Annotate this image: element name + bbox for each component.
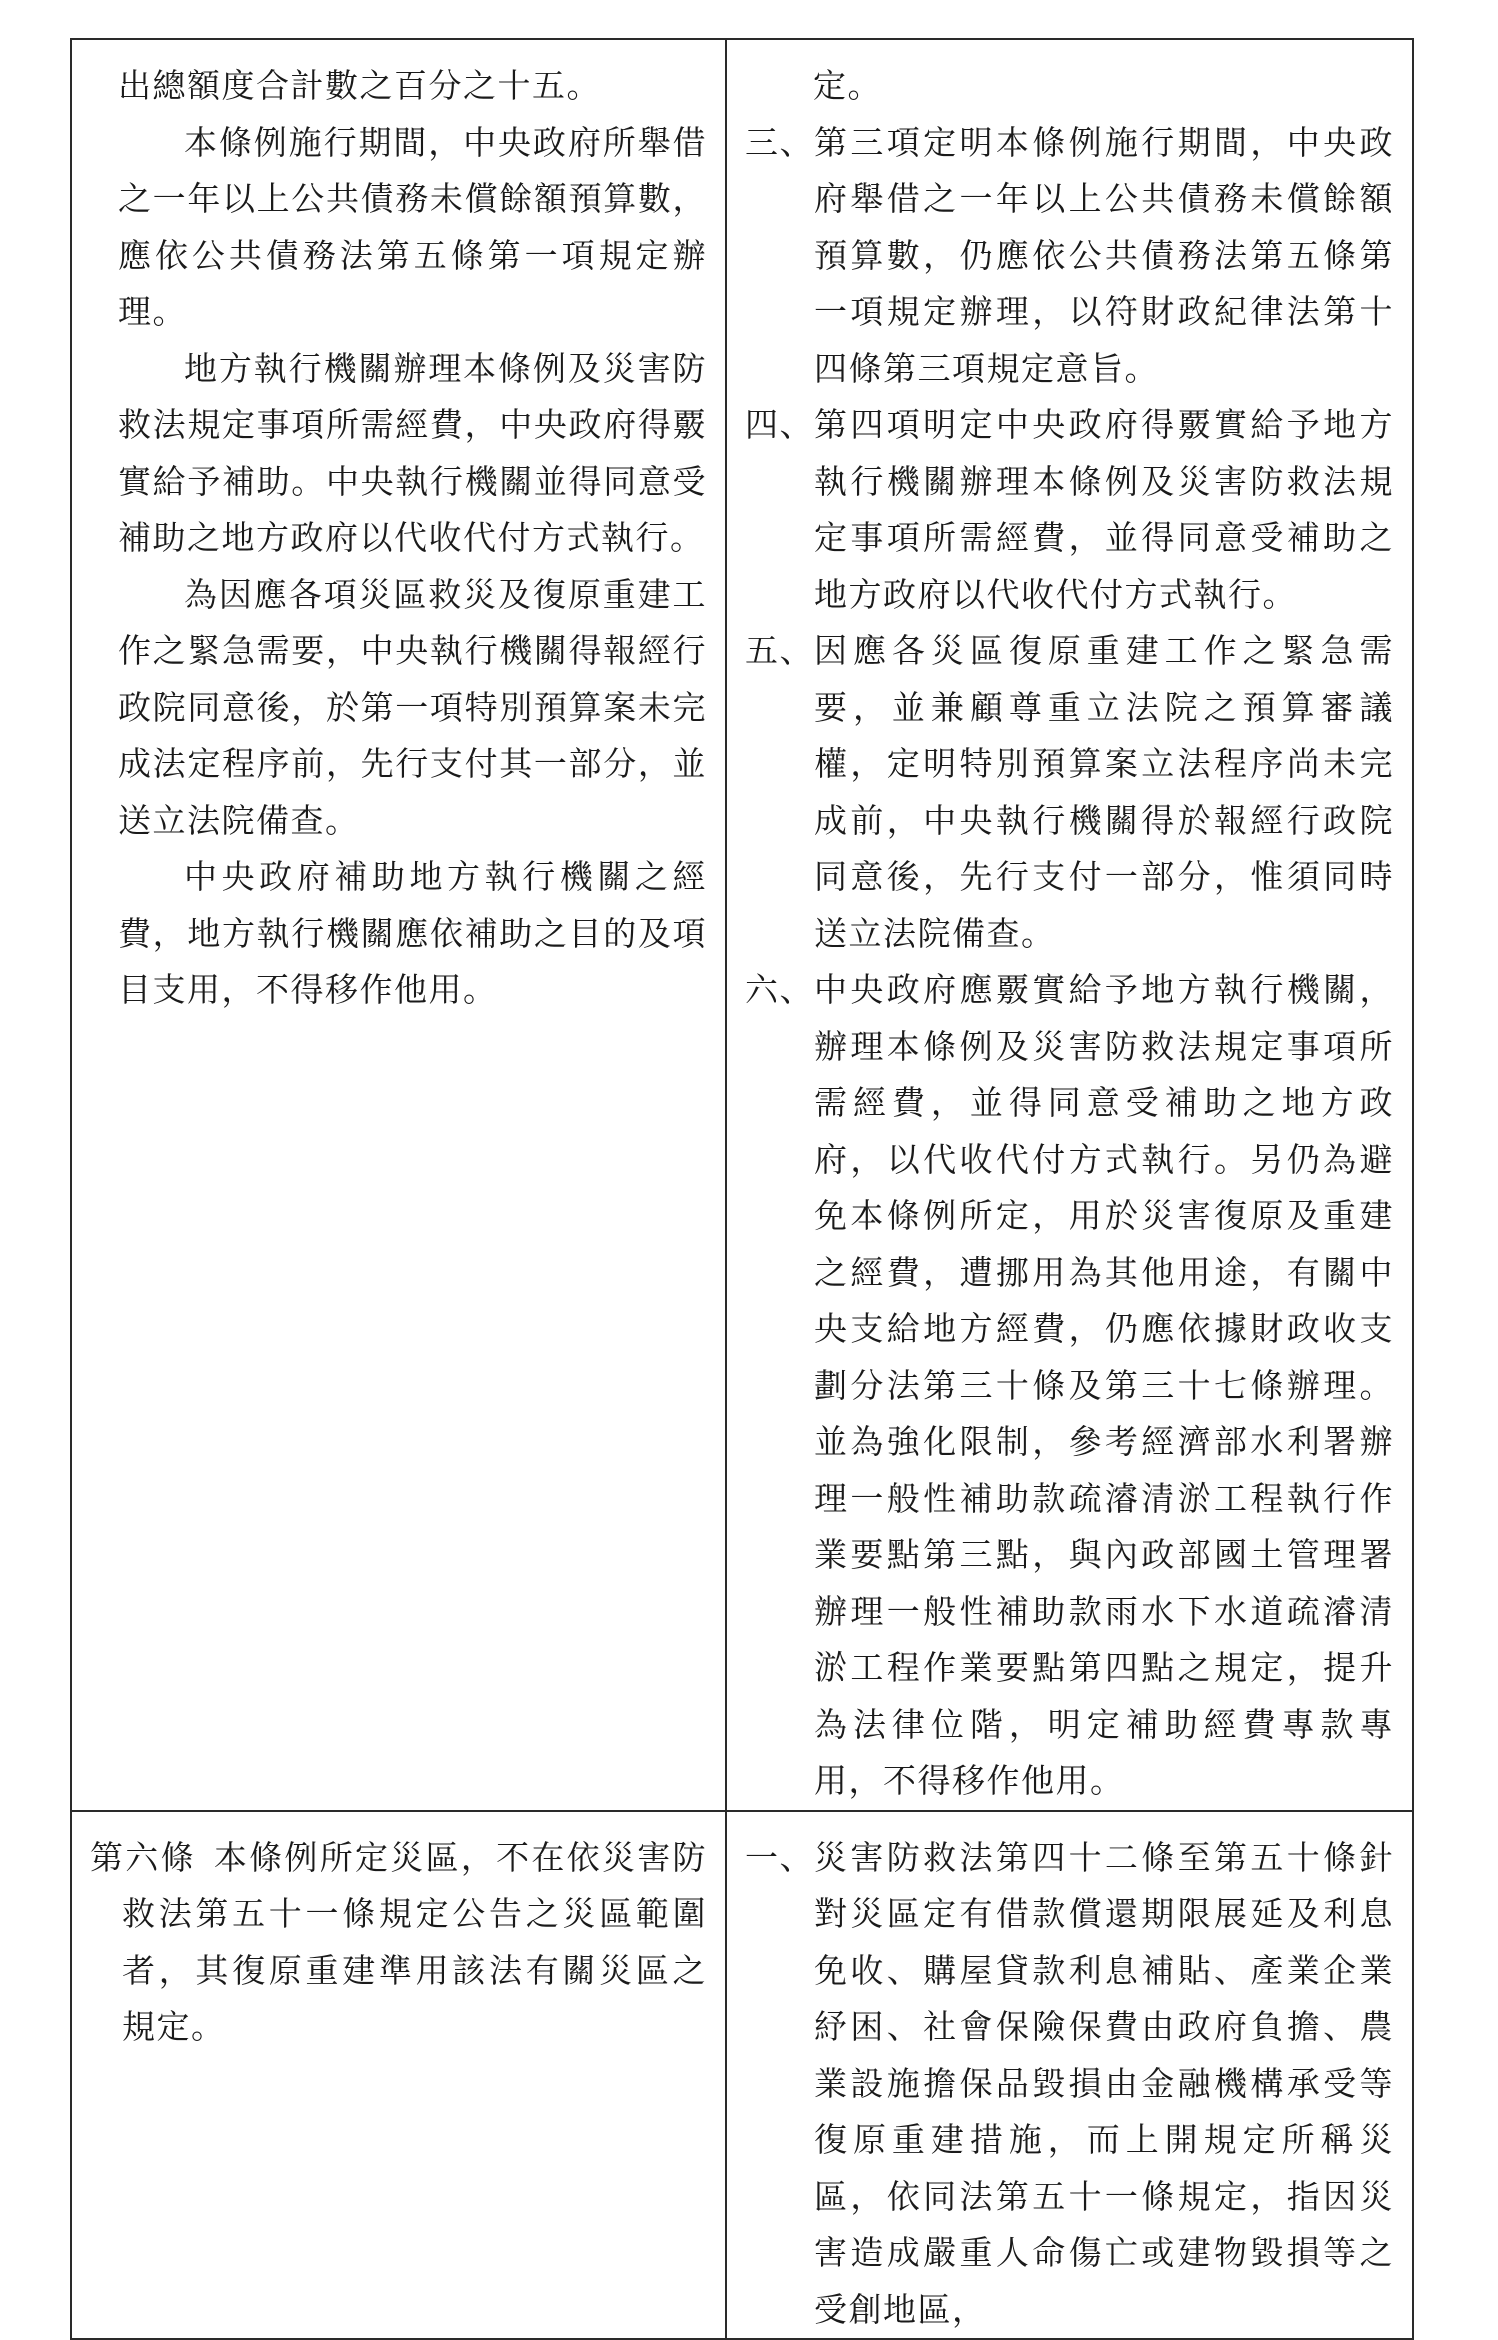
item-number: 四、 — [745, 405, 814, 444]
item-number: 三、 — [745, 122, 814, 162]
provision-text-cell — [71, 1811, 726, 2340]
item-text: 第四項明定中央政府得覈實給予地方執行機關辦理本條例及災害防救法規定事項所需經費，並得同意受補助之地方政府以代收代付方式執行。 — [814, 405, 1394, 614]
explanation-item — [745, 1830, 1394, 2339]
table-row — [71, 39, 1413, 1811]
item-number: 六、 — [745, 970, 814, 1009]
item-text: 中央政府應覈實給予地方執行機關，辦理本條例及災害防救法規定事項所需經費，並得同意受補助之地方政府，以代收代付方式執行。另仍為避免本條例所定，用於災害復原及重建之經費，遭挪用為其他用途，有關中央支給地方經費，仍應依據財政收支劃分法第三十條及第三十七條辦理。並為強化限制，參考經濟部水利署辦理一般性補助款疏濬清淤工程執行作業要點第三點，與內政部國土管理署辦理一般性補助款雨水下水道疏濬清淤工程作業要點第四點之規定，提升為法律位階，明定補助經費專款專用，不得移作他用。 — [814, 970, 1394, 1800]
explanation-item — [745, 623, 1394, 962]
explanation-cell — [726, 1811, 1413, 2340]
comparison-table — [70, 38, 1414, 2340]
item-text: 第三項定明本條例施行期間，中央政府舉借之一年以上公共債務未償餘額預算數，仍應依公共債務法第五條第一項規定辦理，以符財政紀律法第十四條第三項規定意旨。 — [814, 122, 1394, 388]
explanation-item — [745, 115, 1394, 398]
paragraph-emergency-payment: 為因應各項災區救災及復原重建工作之緊急需要，中央執行機關得報經行政院同意後，於第一項特別預算案未完成法定程序前，先行支付其一部分，並送立法院備查。 — [118, 574, 707, 840]
explanation-item — [745, 397, 1394, 623]
item-text: 因應各災區復原重建工作之緊急需要，並兼顧尊重立法院之預算審議權，定明特別預算案立法程序尚未完成前，中央執行機關得於報經行政院同意後，先行支付一部分，惟須同時送立法院備查。 — [814, 631, 1394, 953]
explanation-item — [745, 962, 1394, 1810]
table-row — [71, 1811, 1413, 2340]
article-label: 第六條 — [90, 1837, 196, 1877]
paragraph-earmarked-use: 中央政府補助地方執行機關之經費，地方執行機關應依補助之目的及項目支用，不得移作他用。 — [118, 857, 707, 1009]
article-text: 本條例所定災區，不在依災害防救法第五十一條規定公告之災區範圍者，其復原重建準用該法有關災區之規定。 — [122, 1837, 707, 2046]
paragraph-public-debt: 本條例施行期間，中央政府所舉借之一年以上公共債務未償餘額預算數，應依公共債務法第五條第一項規定辦理。 — [118, 122, 707, 331]
item-number: 一、 — [745, 1837, 814, 1877]
article-six — [90, 1830, 707, 2056]
paragraph-local-subsidy: 地方執行機關辦理本條例及災害防救法規定事項所需經費，中央政府得覈實給予補助。中央執行機關並得同意受補助之地方政府以代收代付方式執行。 — [118, 348, 707, 557]
explanation-cell — [726, 39, 1413, 1811]
item-text: 災害防救法第四十二條至第五十條針對災區定有借款償還期限展延及利息免收、購屋貸款利息補貼、產業企業紓困、社會保險保費由政府負擔、農業設施擔保品毀損由金融機構承受等復原重建措施，而上開規定所稱災區，依同法第五十一條規定，指因災害造成嚴重人命傷亡或建物毀損等之受創地區， — [814, 1837, 1394, 2329]
item-number: 五、 — [745, 631, 814, 670]
paragraph-continuation: 出總額度合計數之百分之十五。 — [118, 66, 601, 105]
provision-text-cell — [71, 39, 726, 1811]
explanation-continuation: 定。 — [813, 66, 882, 105]
